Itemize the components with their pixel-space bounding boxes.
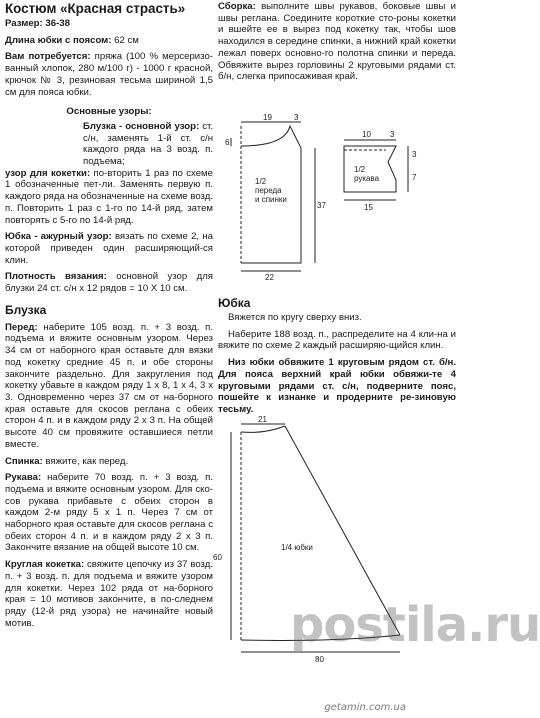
pattern-blouse-text: ст. с/н, заменять 1-й ст. с/н каждого ряда на 3 возд. п. подъема; [83,120,214,168]
sleeve-label-1: 1/2 [354,165,366,174]
density-text: основной узор для блузки 24 ст. с/н х 12 рядов = 10 Х 10 см. [5,271,213,295]
blouse-diagram [225,113,335,282]
blouse-h-small: 6 [225,138,230,147]
blouse-label-2: переда [255,186,282,195]
sleeve-outline [344,146,396,192]
assembly-text: выполните швы рукавов, боковые швы и швы реглана. Соедините короткие сто-роны кокетки и вшейте ее в вырез под кокетку так, чтобы шов находился в середине спинки, а нижний край кокетки лежал поверх основно-го полотна спинки и переда. Обвяжите вырез горловины 2 круговыми рядами ст. б/н, слегка припосаживая край. [218,1,456,83]
skirt-h-total: 60 [213,553,222,562]
length-label: Длина юбки с поясом: [5,34,112,46]
blouse-label-3: и спинки [255,195,287,204]
sleeves-text: наберите 70 возд. п. + 3 возд. п. подъема и вяжите основным узором. Для ско-сов рукава прибавьте с обеих сторон в каждом 2-м ряду 5 х 1 п. Через 7 см от наборного края оставьте для скосов реглана с обеих сторон 4 п. и в каждом ряду 2 х 3 п. Закончите вязание на общей высоте 10 см. [5,472,213,554]
front-label: Перед: [5,321,38,333]
skirt-text-1: Наберите 188 возд. п., распределите на 4 кли-на и вяжите по схеме 2 каждый расширяю-щийся клин. [218,328,456,352]
blouse-w-bottom: 22 [265,273,274,282]
length-value: 62 см [114,34,139,46]
sleeve-diagram [336,132,456,222]
assembly-paragraph [218,1,456,83]
skirt-heading: Юбка [218,296,251,310]
blouse-h-total: 37 [317,201,326,210]
back-paragraph [5,456,213,468]
yoke-label: Круглая кокетка: [5,559,85,571]
skirt-w-bottom: 80 [315,655,324,664]
sleeves-label: Рукава: [5,472,42,484]
pattern-blouse [5,121,213,168]
pattern-skirt-label: Юбка - ажурный узор: [5,231,112,243]
patterns-heading: Основные узоры: [66,106,152,118]
assembly-label: Сборка: [218,1,256,12]
density-label: Плотность вязания: [5,271,107,283]
density-paragraph [5,271,213,294]
pattern-skirt [5,231,213,266]
pattern-blouse-label: Блузка - основной узор: [83,120,200,132]
front-paragraph [5,322,213,451]
sleeve-w-small: 3 [390,130,395,139]
pattern-yoke-text: по-вторить 1 раз по схеме 1 обозначенные пет-ли. Заменять первую п. каждого ряда на обозначенные на схеме возд. п. Повторить 1 раз с 1-го по 14-й ряд, затем повторять с 5-го по 14-й ряд. [5,167,213,226]
blouse-label-1: 1/2 [255,177,267,186]
pattern-yoke-label: узор для кокетки: [5,167,91,179]
page-title: Костюм «Красная страсть» [5,1,186,16]
skirt-section [218,296,456,416]
length-line [5,35,213,47]
site-watermark: getamin.com.ua [324,702,406,714]
materials-text: пряжа (100 % мерсеризо-ванный хлопок, 280 м/100 г) - 1000 г красной, крючок № 3, резиновая тесьма шириной 1,5 см для пояса юбки. [5,51,213,98]
blouse-w-small: 3 [294,113,299,122]
skirt-w-top: 21 [258,415,267,424]
materials-paragraph [5,51,213,98]
right-column [218,0,456,83]
sleeves-paragraph [5,472,213,554]
pin-watermark: postila.ru [290,597,540,653]
skirt-text-2: Низ юбки обвяжите 1 круговым рядом ст. б/н. Для пояса верхний край юбки обвяжи-те 4 круговыми рядами ст. с/н, подверните пояс, пошейте к изнанке и продерните ре-зиновую тесьму. [218,357,456,415]
sleeve-h-small: 3 [412,150,417,159]
pattern-yoke [5,168,213,227]
sleeve-label-2: рукава [354,174,380,183]
size-line [5,18,213,30]
blouse-w-top: 19 [263,113,272,122]
pattern-skirt-text: вязать по схеме 2, на которой приведен один расширяющий-ся клин. [5,231,213,266]
sleeve-h-total: 7 [412,173,417,182]
materials-label: Вам потребуется: [5,51,91,63]
size-label: Размер: [5,18,43,29]
size-value: 36-38 [45,18,70,29]
blouse-heading: Блузка [5,302,47,317]
back-label: Спинка: [5,455,43,467]
front-text: наберите 105 возд. п. + 3 возд. п. подъема и вяжите основным узором. Через 34 см от наборного края оставьте для вязки под кокетку средние 45 п. и обе стороны закончите раздельно. Для закругления под кокетку убавьте в каждом ряду 1 х 8, 1 х 4, 3 х 3. Одновременно через 37 см от на-борного края оставьте для скосов реглана с обеих сторон 4 п. и в каждом ряду 2 х 3 п. На общей высоте 40 см провяжите оставшиеся петли вместе. [5,321,213,450]
sleeve-w-top: 10 [362,130,371,139]
skirt-top-curve [241,426,285,432]
skirt-intro: Вяжется по кругу сверху вниз. [228,312,362,323]
yoke-text: свяжите цепочку из 37 возд. п. + 3 возд. п. для подъема и вяжите узором для кокетки. Через 102 ряда от на-борного края = 10 мотивов закончите, в по-следнем ряду (12-й ряд узора) не начинайте новый мотив. [5,559,214,629]
skirt-label: 1/4 юбки [281,543,313,552]
sleeve-w-bottom: 15 [364,203,373,212]
left-column [5,0,213,629]
yoke-paragraph [5,559,213,629]
back-text: вяжите, как перед. [45,455,129,467]
